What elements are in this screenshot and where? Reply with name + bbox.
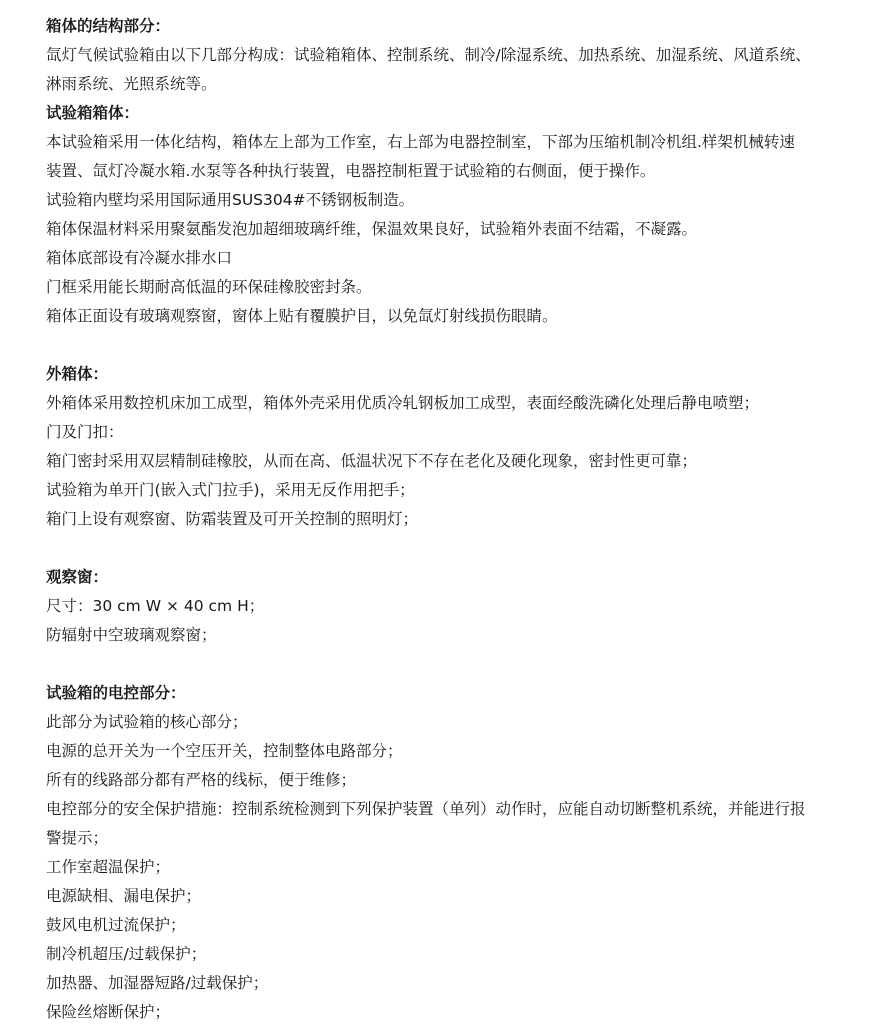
- paragraph-line: 电控部分的安全保护措施：控制系统检测到下列保护装置（单列）动作时，应能自动切断整机系统，并能进行报: [46, 800, 806, 818]
- paragraph-line: 鼓风电机过流保护；: [46, 916, 186, 934]
- section-heading-chamber-body: 试验箱箱体：: [46, 104, 140, 122]
- paragraph-line: 外箱体采用数控机床加工成型，箱体外壳采用优质冷轧钢板加工成型，表面经酸洗磷化处理后静电喷塑；: [46, 394, 760, 412]
- section-heading-outer-body: 外箱体：: [46, 365, 109, 383]
- paragraph-line: 箱门上设有观察窗、防霜装置及可开关控制的照明灯；: [46, 510, 419, 528]
- paragraph-line: 制冷机超压/过载保护；: [46, 945, 207, 963]
- section-heading-observation-window: 观察窗：: [46, 568, 109, 586]
- paragraph-line: 电源的总开关为一个空压开关，控制整体电路部分；: [46, 742, 403, 760]
- paragraph-line: 工作室超温保护；: [46, 858, 171, 876]
- paragraph-line: 淋雨系统、光照系统等。: [46, 75, 217, 93]
- section-spacer: [46, 534, 866, 563]
- section-heading-electrical-control: 试验箱的电控部分：: [46, 684, 186, 702]
- paragraph-line: 所有的线路部分都有严格的线标，便于维修；: [46, 771, 357, 789]
- paragraph-line: 加热器、加湿器短路/过载保护；: [46, 974, 269, 992]
- paragraph-line: 试验箱为单开门(嵌入式门拉手)，采用无反作用把手；: [46, 481, 415, 499]
- paragraph-line: 氙灯气候试验箱由以下几部分构成：试验箱箱体、控制系统、制冷/除湿系统、加热系统、加湿系统、风道系统、: [46, 46, 811, 64]
- paragraph-line: 此部分为试验箱的核心部分；: [46, 713, 248, 731]
- paragraph-line: 防辐射中空玻璃观察窗；: [46, 626, 217, 644]
- paragraph-line: 门及门扣：: [46, 423, 124, 441]
- paragraph-line: 保险丝熔断保护；: [46, 1003, 171, 1021]
- paragraph-line: 箱门密封采用双层精制硅橡胶，从而在高、低温状况下不存在老化及硬化现象，密封性更可靠；: [46, 452, 698, 470]
- paragraph-line: 本试验箱采用一体化结构，箱体左上部为工作室，右上部为电器控制室，下部为压缩机制冷机组.样架机械转速: [46, 133, 795, 151]
- section-spacer: [46, 650, 866, 679]
- paragraph-line: 尺寸：30 cm W × 40 cm H；: [46, 597, 265, 615]
- paragraph-line: 警提示；: [46, 829, 109, 847]
- paragraph-line: 箱体正面设有玻璃观察窗，窗体上贴有覆膜护目，以免氙灯射线损伤眼睛。: [46, 307, 558, 325]
- paragraph-line: 电源缺相、漏电保护；: [46, 887, 202, 905]
- paragraph-line: 装置、氙灯冷凝水箱.水泵等各种执行装置，电器控制柜置于试验箱的右侧面，便于操作。: [46, 162, 656, 180]
- paragraph-line: 试验箱内壁均采用国际通用SUS304#不锈钢板制造。: [46, 191, 415, 209]
- paragraph-line: 箱体底部设有冷凝水排水口: [46, 249, 233, 267]
- paragraph-line: 箱体保温材料采用聚氨酯发泡加超细玻璃纤维，保温效果良好，试验箱外表面不结霜，不凝露。: [46, 220, 698, 238]
- paragraph-line: 门框采用能长期耐高低温的环保硅橡胶密封条。: [46, 278, 372, 296]
- section-spacer: [46, 331, 866, 360]
- document-body: [46, 12, 866, 1027]
- section-heading-structure: 箱体的结构部分：: [46, 17, 171, 35]
